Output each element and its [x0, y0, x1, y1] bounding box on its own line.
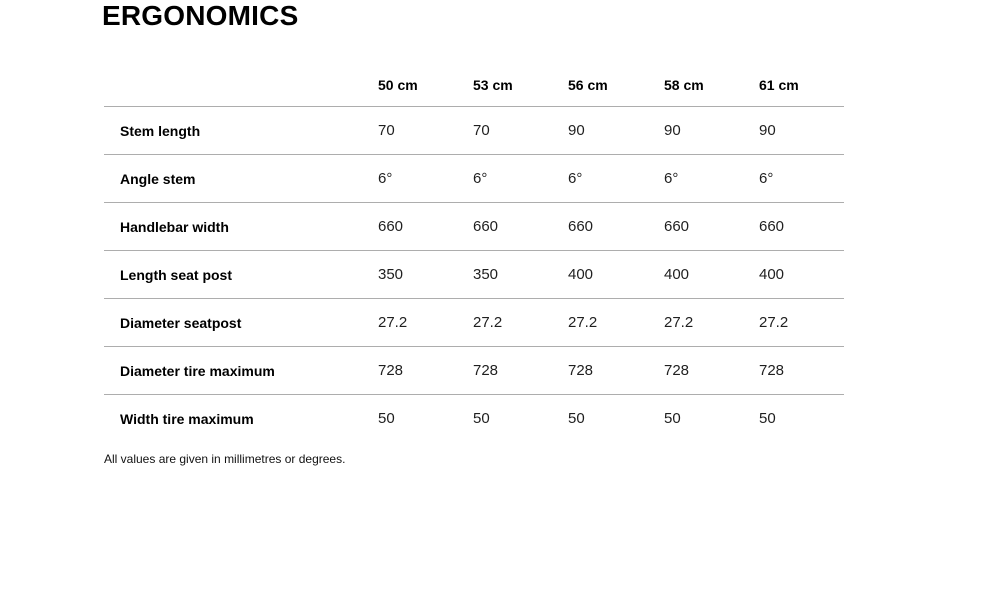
row-label: Width tire maximum — [120, 410, 254, 427]
row-value: 660 — [568, 218, 594, 235]
row-value: 50 — [378, 410, 395, 427]
row-value: 728 — [664, 362, 690, 379]
row-value: 660 — [759, 218, 785, 235]
table-row-diameter-tire-maximum — [104, 347, 844, 395]
row-label: Handlebar width — [120, 218, 229, 235]
row-value: 70 — [378, 122, 395, 139]
row-label: Length seat post — [120, 266, 233, 283]
row-value: 660 — [664, 218, 690, 235]
table-row-length-seat-post — [104, 251, 844, 299]
row-value: 90 — [664, 122, 681, 139]
row-value: 50 — [759, 410, 776, 427]
column-header-61cm: 61 cm — [759, 77, 799, 93]
table-row-handlebar-width — [104, 203, 844, 251]
row-value: 70 — [473, 122, 490, 139]
table-row-diameter-seatpost — [104, 299, 844, 347]
footnote: All values are given in millimetres or degrees. — [104, 452, 346, 466]
row-label: Angle stem — [120, 170, 196, 187]
row-label: Diameter tire maximum — [120, 362, 275, 379]
row-value: 50 — [664, 410, 681, 427]
row-value: 50 — [473, 410, 490, 427]
row-label: Stem length — [120, 122, 201, 139]
row-value: 90 — [568, 122, 585, 139]
row-value: 27.2 — [759, 314, 789, 331]
row-value: 27.2 — [664, 314, 694, 331]
row-value: 6° — [759, 170, 774, 187]
row-value: 728 — [473, 362, 499, 379]
row-value: 6° — [568, 170, 583, 187]
row-value: 660 — [378, 218, 404, 235]
row-value: 6° — [473, 170, 488, 187]
row-value: 728 — [759, 362, 785, 379]
row-value: 728 — [378, 362, 404, 379]
row-value: 728 — [568, 362, 594, 379]
column-header-56cm: 56 cm — [568, 77, 608, 93]
table-row-angle-stem — [104, 155, 844, 203]
row-value: 400 — [568, 266, 594, 283]
ergonomics-table — [104, 64, 844, 442]
table-row-width-tire-maximum — [104, 395, 844, 442]
row-value: 50 — [568, 410, 585, 427]
row-value: 400 — [759, 266, 785, 283]
column-header-53cm: 53 cm — [473, 77, 513, 93]
row-value: 27.2 — [378, 314, 408, 331]
row-value: 400 — [664, 266, 690, 283]
table-row-stem-length — [104, 107, 844, 155]
row-label: Diameter seatpost — [120, 314, 242, 331]
column-header-50cm: 50 cm — [378, 77, 418, 93]
row-value: 90 — [759, 122, 776, 139]
row-value: 27.2 — [568, 314, 598, 331]
row-value: 6° — [378, 170, 393, 187]
page-title: ERGONOMICS — [102, 0, 299, 31]
row-value: 6° — [664, 170, 679, 187]
row-value: 27.2 — [473, 314, 503, 331]
column-header-58cm: 58 cm — [664, 77, 704, 93]
table-header-row — [104, 64, 844, 107]
row-value: 660 — [473, 218, 499, 235]
row-value: 350 — [378, 266, 404, 283]
row-value: 350 — [473, 266, 499, 283]
